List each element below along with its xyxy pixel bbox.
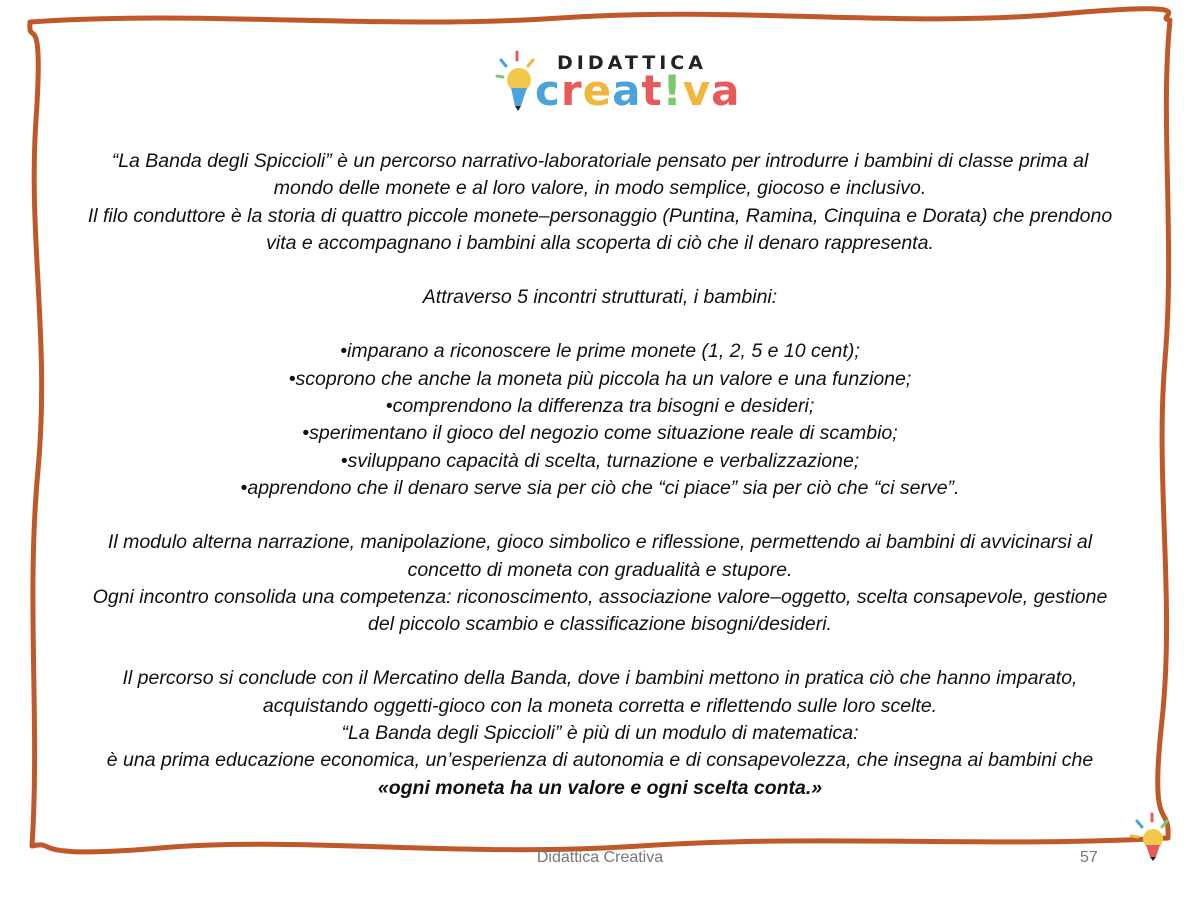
module-paragraph-1: Il modulo alterna narrazione, manipolazione, gioco simbolico e riflessione, permettendo ai bambini di avvicinarsi al concetto di moneta con gradualità e stupore. xyxy=(107,531,1093,581)
final-text: è una prima educazione economica, un’esperienza di autonomia e di consapevolezza, che insegna ai bambini che xyxy=(106,749,1094,772)
list-item: •sviluppano capacità di scelta, turnazione e verbalizzazione; xyxy=(340,449,860,472)
list-item: •sperimentano il gioco del negozio come situazione reale di scambio; xyxy=(302,422,898,445)
logo-main-text: creat!va xyxy=(535,66,741,115)
list-item: •comprendono la differenza tra bisogni e desideri; xyxy=(385,395,815,418)
list-item: •apprendono che il denaro serve sia per ciò che “ci piace” sia per ciò che “ci serve”. xyxy=(240,476,960,499)
page-number: 57 xyxy=(1080,849,1098,866)
conclusion-paragraph-1: Il percorso si conclude con il Mercatino della Banda, dove i bambini mettono in pratica ciò che hanno imparato, acquistando oggetti-gioco con la moneta corretta e riflettendo sulle loro scelte. xyxy=(122,667,1078,717)
intro-paragraph-1: “La Banda degli Spiccioli” è un percorso narrativo-laboratoriale pensato per introdurre i bambini di classe prima al mondo delle monete e al loro valore, in modo semplice, giocoso e inclusivo. xyxy=(111,150,1089,200)
conclusion-paragraph-2: “La Banda degli Spiccioli” è più di un modulo di matematica: xyxy=(341,722,859,745)
list-intro: Attraverso 5 incontri strutturati, i bambini: xyxy=(422,286,778,309)
final-motto: «ogni moneta ha un valore e ogni scelta conta.» xyxy=(377,776,823,799)
final-paragraph xyxy=(80,747,1120,802)
list-item: •scoprono che anche la moneta più piccola ha un valore e una funzione; xyxy=(288,367,912,390)
logo-top-text: DIDATTICA xyxy=(557,52,707,74)
list-item: •imparano a riconoscere le prime monete (1, 2, 5 e 10 cent); xyxy=(340,340,860,363)
intro-paragraph-2: Il filo conduttore è la storia di quattro piccole monete–personaggio (Puntina, Ramina, Cinquina e Dorata) che prendono vita e accompagnano i bambini alla scoperta di ciò che il denaro rappresenta. xyxy=(87,204,1113,254)
didattica-creativa-logo xyxy=(495,48,741,120)
module-paragraph-2: Ogni incontro consolida una competenza: riconoscimento, associazione valore–oggetto, scelta consapevole, gestione del piccolo scambio e classificazione bisogni/desideri. xyxy=(92,585,1108,636)
slide-body-text xyxy=(80,148,1120,802)
lightbulb-corner-icon xyxy=(1128,812,1176,862)
footer-title: Didattica Creativa xyxy=(536,849,664,866)
bullet-list xyxy=(80,338,1120,502)
